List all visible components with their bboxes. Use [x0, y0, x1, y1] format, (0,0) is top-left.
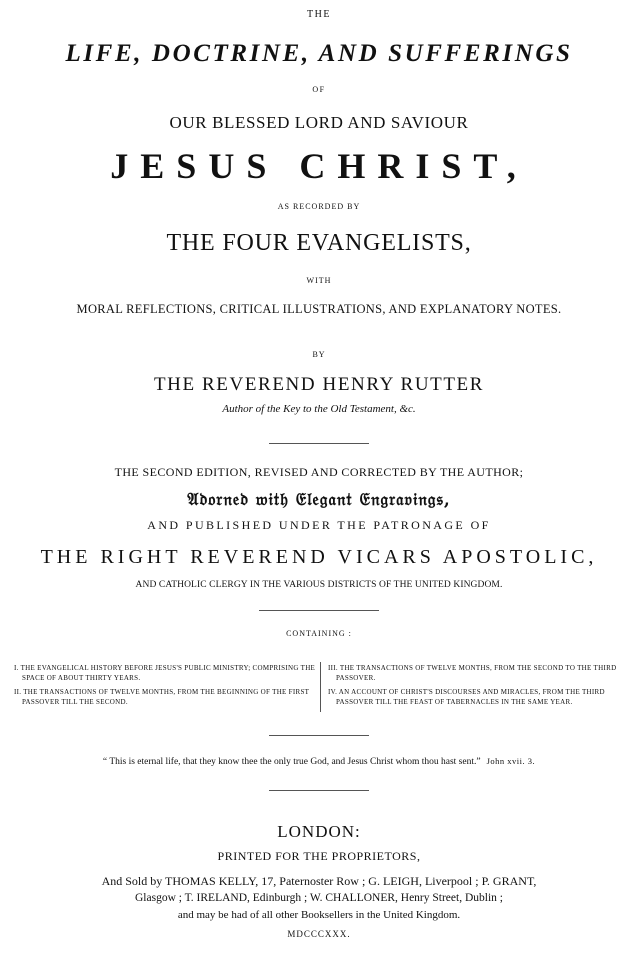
- second-edition: THE SECOND EDITION, REVISED AND CORRECTED BY THE AUTHOR;: [114, 465, 524, 479]
- author-subtitle: Author of the Key to the Old Testament, &c.: [222, 403, 416, 415]
- sold-by-line-2: Glasgow ; T. IRELAND, Edinburgh ; W. CHALLONER, Henry Street, Dublin ;: [135, 892, 503, 904]
- sold-by-line-3: and may be had of all other Booksellers in the United Kingdom.: [177, 909, 461, 921]
- contents-left-column: [14, 663, 322, 711]
- moral-reflections: MORAL REFLECTIONS, CRITICAL ILLUSTRATIONS, AND EXPLANATORY NOTES.: [76, 302, 562, 316]
- contents-item: I. THE EVANGELICAL HISTORY BEFORE JESUS'S PUBLIC MINISTRY; COMPRISING THE SPACE OF ABOUT THIRTY YEARS.: [14, 664, 316, 682]
- divider-rule-1: [269, 443, 369, 444]
- epigraph: [0, 756, 638, 767]
- divider-rule-4: [269, 790, 369, 791]
- main-title: LIFE, DOCTRINE, AND SUFFERINGS: [65, 40, 573, 67]
- catholic-clergy: AND CATHOLIC CLERGY IN THE VARIOUS DISTRICTS OF THE UNITED KINGDOM.: [135, 580, 503, 590]
- imprint-city: LONDON:: [277, 822, 361, 841]
- by-label: BY: [312, 350, 326, 359]
- divider-rule-3: [269, 735, 369, 736]
- contents-right-column: [328, 663, 630, 711]
- contents-item: III. THE TRANSACTIONS OF TWELVE MONTHS, FROM THE SECOND TO THE THIRD PASSOVER.: [328, 664, 617, 682]
- contents-item: IV. AN ACCOUNT OF CHRIST'S DISCOURSES AND MIRACLES, FROM THE THIRD PASSOVER TILL THE FEAST OF TABERNACLES IN THE SAME YEAR.: [328, 688, 605, 706]
- author-name: THE REVEREND HENRY RUTTER: [153, 374, 485, 395]
- contents-item: II. THE TRANSACTIONS OF TWELVE MONTHS, FROM THE BEGINNING OF THE FIRST PASSOVER TILL THE SECOND.: [14, 688, 310, 706]
- epigraph-citation: John xvii. 3.: [486, 756, 536, 766]
- epigraph-text: “ This is eternal life, that they know thee the only true God, and Jesus Christ whom thou hast sent.”: [102, 757, 481, 767]
- vicars-apostolic: THE RIGHT REVEREND VICARS APOSTOLIC,: [40, 546, 598, 568]
- column-divider: [320, 662, 321, 712]
- publication-year: MDCCCXXX.: [287, 929, 351, 939]
- four-evangelists: THE FOUR EVANGELISTS,: [166, 230, 472, 256]
- title-the: THE: [307, 9, 331, 20]
- containing-heading: CONTAINING :: [286, 629, 352, 638]
- title-of: OF: [312, 85, 326, 94]
- adorned-engravings: 𝔄𝔡𝔬𝔯𝔫𝔢𝔡 𝔴𝔦𝔱𝔥 𝔈𝔩𝔢𝔤𝔞𝔫𝔱 𝔈𝔫𝔤𝔯𝔞𝔳𝔦𝔫𝔤𝔰,: [187, 490, 451, 510]
- with-label: WITH: [306, 276, 332, 285]
- title-jesus-christ: JESUS CHRIST,: [110, 146, 528, 186]
- subtitle-blessed-lord: OUR BLESSED LORD AND SAVIOUR: [169, 113, 469, 132]
- sold-by-line-1: And Sold by THOMAS KELLY, 17, Paternoster Row ; G. LEIGH, Liverpool ; P. GRANT,: [101, 874, 537, 888]
- published-under: AND PUBLISHED UNDER THE PATRONAGE OF: [147, 518, 491, 532]
- printed-for: PRINTED FOR THE PROPRIETORS,: [217, 849, 421, 863]
- as-recorded-by: AS RECORDED BY: [277, 202, 361, 211]
- divider-rule-2: [259, 610, 379, 611]
